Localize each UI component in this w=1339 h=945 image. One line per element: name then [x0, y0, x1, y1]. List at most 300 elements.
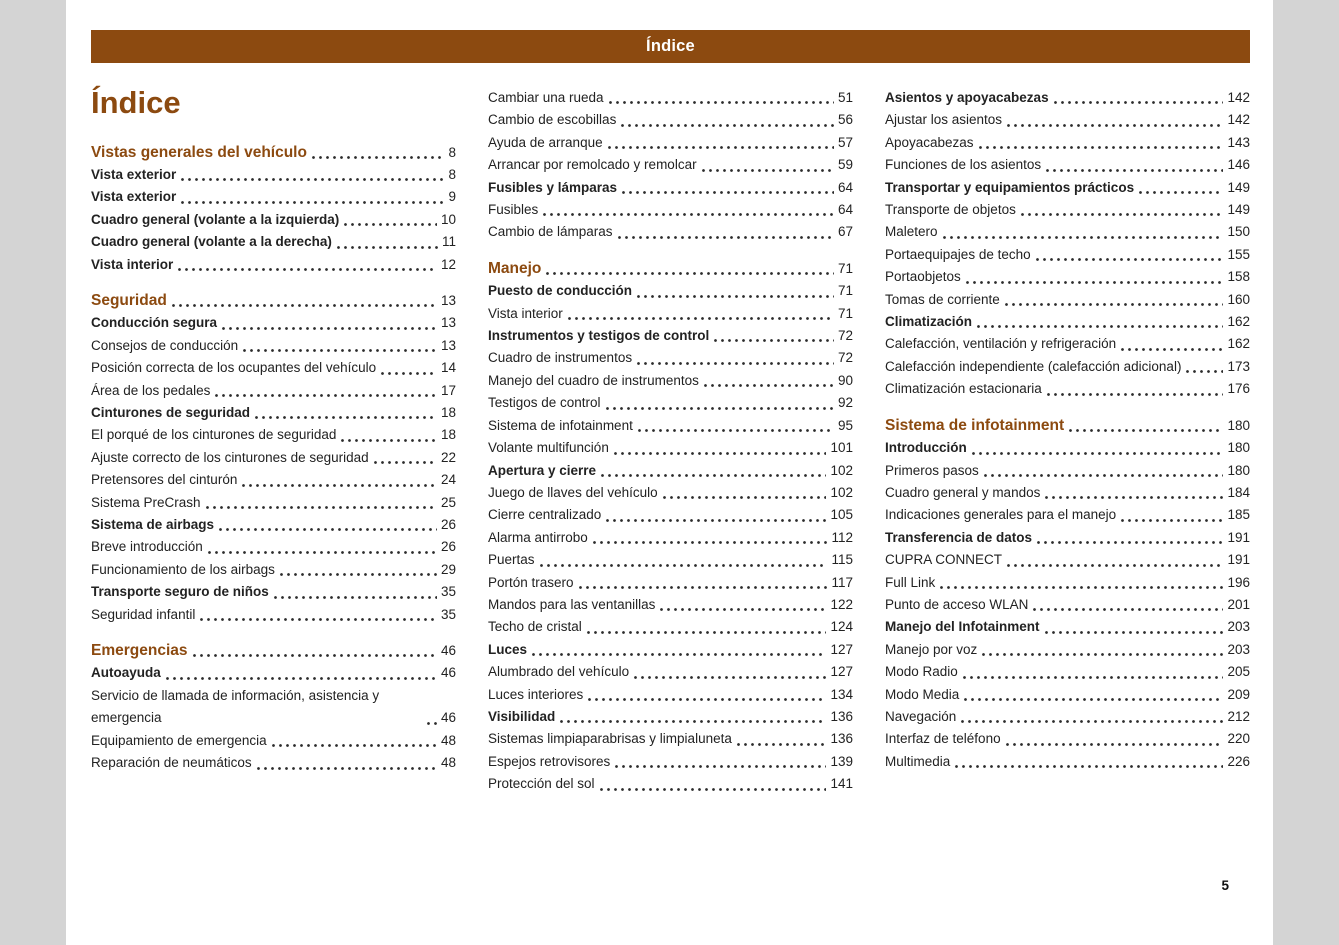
- toc-entry-label: Transportar y equipamientos prácticos: [885, 179, 1135, 195]
- toc-entry-page-number: 176: [1227, 381, 1250, 397]
- toc-entry-page-number: 22: [440, 449, 456, 465]
- toc-leader-dots: [972, 452, 1224, 456]
- toc-entry: [885, 415, 1250, 437]
- toc-entry-label: Interfaz de teléfono: [885, 731, 1001, 747]
- toc-leader-dots: [614, 452, 827, 456]
- toc-entry-page-number: 162: [1227, 314, 1250, 330]
- toc-entry-label: Luces interiores: [488, 686, 584, 702]
- toc-entry: [91, 469, 456, 491]
- toc-entry: [91, 514, 456, 536]
- toc-leader-dots: [1121, 519, 1223, 523]
- toc-entry-page-number: 71: [837, 305, 853, 321]
- toc-entry-label: Vistas generales del vehículo: [91, 143, 307, 161]
- toc-entry-page-number: 134: [830, 686, 853, 702]
- page-title: Índice: [91, 85, 181, 120]
- toc-leader-dots: [1121, 348, 1223, 352]
- toc-entry: [91, 447, 456, 469]
- toc-entry-page-number: 29: [440, 561, 456, 577]
- toc-entry-label: Cuadro general y mandos: [885, 484, 1041, 500]
- toc-leader-dots: [608, 146, 834, 150]
- toc-leader-dots: [568, 317, 834, 321]
- toc-entry-page-number: 14: [440, 360, 456, 376]
- toc-entry-page-number: 72: [837, 328, 853, 344]
- toc-leader-dots: [1006, 743, 1224, 747]
- toc-entry-label: Breve introducción: [91, 539, 203, 555]
- toc-entry: [488, 639, 853, 661]
- toc-entry-label: Transporte seguro de niños: [91, 584, 269, 600]
- toc-entry: [91, 254, 456, 276]
- toc-entry-label: Servicio de llamada de información, asistencia y emergencia: [91, 687, 380, 726]
- toc-entry-label: Manejo del cuadro de instrumentos: [488, 372, 699, 388]
- toc-leader-dots: [940, 586, 1223, 590]
- toc-entry: [488, 177, 853, 199]
- toc-entry-label: Funciones de los asientos: [885, 157, 1042, 173]
- toc-leader-dots: [172, 304, 437, 308]
- toc-entry-label: Mandos para las ventanillas: [488, 596, 656, 612]
- toc-leader-dots: [222, 327, 437, 331]
- toc-entry: [885, 572, 1250, 594]
- toc-entry-label: Puertas: [488, 552, 535, 568]
- toc-entry-page-number: 25: [440, 494, 456, 510]
- toc-entry-page-number: 13: [440, 292, 456, 308]
- toc-entry: [91, 559, 456, 581]
- toc-entry-page-number: 160: [1227, 291, 1250, 307]
- toc-leader-dots: [427, 722, 437, 726]
- toc-entry-page-number: 117: [831, 574, 853, 590]
- toc-leader-dots: [964, 698, 1223, 702]
- toc-entry-label: Multimedia: [885, 753, 951, 769]
- toc-entry: [488, 527, 853, 549]
- page-content: [66, 0, 1273, 796]
- toc-entry: [885, 639, 1250, 661]
- toc-leader-dots: [242, 484, 437, 488]
- toc-entry-page-number: 10: [440, 211, 456, 227]
- toc-entry: [91, 290, 456, 312]
- toc-entry-label: Vista exterior: [91, 189, 177, 205]
- toc-entry: [91, 492, 456, 514]
- toc-leader-dots: [181, 178, 444, 182]
- toc-entry: [91, 209, 456, 231]
- toc-entry-page-number: 142: [1227, 90, 1250, 105]
- toc-entry: [488, 87, 853, 109]
- toc-entry-label: Sistema de infotainment: [488, 417, 633, 433]
- toc-entry: [885, 706, 1250, 728]
- toc-entry: [488, 415, 853, 437]
- toc-entry-page-number: 127: [830, 664, 853, 680]
- toc-leader-dots: [1037, 541, 1223, 545]
- toc-entry-label: Primeros pasos: [885, 462, 979, 478]
- toc-entry: [885, 289, 1250, 311]
- toc-entry: [488, 347, 853, 369]
- toc-entry-page-number: 46: [440, 665, 456, 681]
- toc-entry-label: Apertura y cierre: [488, 462, 597, 478]
- header-bar-title: Índice: [646, 37, 695, 55]
- toc-entry-page-number: 203: [1227, 641, 1250, 657]
- toc-leader-dots: [622, 191, 834, 195]
- toc-entry-page-number: 142: [1227, 112, 1250, 128]
- toc-entry-label: Luces: [488, 641, 528, 657]
- toc-entry-label: Cambio de lámparas: [488, 224, 613, 240]
- toc-entry-page-number: 205: [1227, 664, 1250, 680]
- toc-entry: [91, 640, 456, 662]
- toc-leader-dots: [704, 384, 834, 388]
- toc-entry-label: Volante multifunción: [488, 440, 609, 456]
- toc-leader-dots: [178, 268, 437, 272]
- toc-entry: [885, 244, 1250, 266]
- toc-entry-label: Tomas de corriente: [885, 291, 1000, 307]
- toc-leader-dots: [588, 698, 826, 702]
- toc-leader-dots: [982, 653, 1223, 657]
- toc-entry: [885, 87, 1250, 109]
- toc-entry-label: Calefacción, ventilación y refrigeración: [885, 336, 1117, 352]
- toc-entry: [488, 549, 853, 571]
- toc-entry-label: Transferencia de datos: [885, 529, 1033, 545]
- toc-entry-page-number: 59: [837, 157, 853, 173]
- toc-entry-label: Manejo del Infotainment: [885, 619, 1040, 635]
- toc-entry-label: Reparación de neumáticos: [91, 755, 252, 771]
- toc-leader-dots: [337, 246, 438, 250]
- toc-entry-label: Juego de llaves del vehículo: [488, 484, 658, 500]
- toc-leader-dots: [663, 496, 827, 500]
- toc-entry: [885, 437, 1250, 459]
- toc-entry-page-number: 150: [1227, 224, 1250, 240]
- toc-leader-dots: [634, 676, 826, 680]
- toc-entry-page-number: 136: [830, 708, 853, 724]
- toc-entry-page-number: 196: [1227, 574, 1250, 590]
- manual-page: [66, 0, 1273, 945]
- toc-entry-label: Visibilidad: [488, 708, 556, 724]
- toc-entry-label: Calefacción independiente (calefacción adicional): [885, 358, 1182, 374]
- toc-entry-label: Ayuda de arranque: [488, 134, 603, 150]
- toc-entry: [488, 773, 853, 795]
- toc-entry-label: Espejos retrovisores: [488, 753, 611, 769]
- toc-entry: [91, 604, 456, 626]
- toc-entry-page-number: 184: [1227, 484, 1250, 500]
- toc-entry-page-number: 209: [1227, 686, 1250, 702]
- toc-entry-label: Sistema de airbags: [91, 517, 215, 533]
- toc-entry-label: Pretensores del cinturón: [91, 472, 238, 488]
- toc-entry: [488, 303, 853, 325]
- toc-entry: [91, 662, 456, 684]
- toc-entry-label: Equipamiento de emergencia: [91, 732, 267, 748]
- toc-leader-dots: [1069, 429, 1223, 433]
- toc-entry-page-number: 64: [837, 202, 853, 218]
- toc-entry-page-number: 212: [1227, 708, 1250, 724]
- toc-entry: [885, 266, 1250, 288]
- toc-entry: [885, 527, 1250, 549]
- toc-entry-label: Introducción: [885, 440, 967, 456]
- toc-entry-page-number: 18: [440, 427, 456, 443]
- toc-leader-dots: [206, 506, 437, 510]
- toc-entry-label: Full Link: [885, 574, 936, 590]
- toc-leader-dots: [737, 743, 827, 747]
- toc-entry-page-number: 149: [1227, 179, 1250, 195]
- toc-entry-label: Seguridad: [91, 291, 167, 309]
- toc-entry-label: Posición correcta de los ocupantes del vehículo: [91, 360, 377, 376]
- toc-entry-page-number: 220: [1227, 731, 1250, 747]
- toc-entry: [885, 109, 1250, 131]
- toc-entry-label: Manejo: [488, 259, 542, 277]
- toc-entry: [91, 380, 456, 402]
- toc-entry-label: Portaequipajes de techo: [885, 246, 1031, 262]
- toc-leader-dots: [280, 573, 437, 577]
- toc-leader-dots: [344, 223, 437, 227]
- toc-entry-label: Sistemas limpiaparabrisas y limpialuneta: [488, 731, 732, 747]
- toc-entry-page-number: 17: [440, 382, 456, 398]
- toc-leader-dots: [966, 281, 1224, 285]
- toc-entry-page-number: 141: [830, 776, 853, 792]
- toc-leader-dots: [312, 156, 445, 160]
- toc-leader-dots: [714, 339, 834, 343]
- toc-entry-label: Navegación: [885, 708, 957, 724]
- toc-entry: [885, 177, 1250, 199]
- toc-entry: [91, 312, 456, 334]
- toc-entry-label: Asientos y apoyacabezas: [885, 90, 1049, 105]
- toc-entry: [488, 221, 853, 243]
- toc-entry: [885, 154, 1250, 176]
- toc-entry: [885, 482, 1250, 504]
- toc-leader-dots: [587, 631, 827, 635]
- toc-leader-dots: [181, 201, 444, 205]
- toc-entry-page-number: 191: [1227, 529, 1250, 545]
- toc-entry: [488, 392, 853, 414]
- toc-leader-dots: [979, 146, 1224, 150]
- toc-entry: [885, 504, 1250, 526]
- toc-leader-dots: [1045, 631, 1224, 635]
- toc-entry-page-number: 24: [440, 472, 456, 488]
- toc-entry: [91, 536, 456, 558]
- toc-leader-dots: [618, 236, 834, 240]
- toc-entry-page-number: 35: [440, 584, 456, 600]
- toc-entry: [885, 549, 1250, 571]
- toc-entry-page-number: 48: [440, 755, 456, 771]
- toc-leader-dots: [984, 474, 1224, 478]
- toc-leader-dots: [219, 528, 437, 532]
- toc-entry-label: Cuadro general (volante a la izquierda): [91, 211, 340, 227]
- toc-entry-label: Vista exterior: [91, 166, 177, 182]
- toc-entry: [91, 142, 456, 164]
- toc-leader-dots: [543, 213, 834, 217]
- toc-leader-dots: [1036, 258, 1224, 262]
- toc-leader-dots: [609, 101, 834, 105]
- toc-entry: [885, 684, 1250, 706]
- toc-entry-label: Arrancar por remolcado y remolcar: [488, 157, 697, 173]
- toc-leader-dots: [374, 461, 437, 465]
- toc-leader-dots: [977, 325, 1223, 329]
- toc-entry-label: Puesto de conducción: [488, 283, 633, 299]
- toc-entry-label: Testigos de control: [488, 395, 601, 411]
- toc-entry-page-number: 101: [830, 440, 853, 456]
- toc-entry: [488, 504, 853, 526]
- toc-entry: [488, 325, 853, 347]
- toc-entry-page-number: 95: [837, 417, 853, 433]
- toc-entry: [885, 221, 1250, 243]
- toc-entry: [91, 730, 456, 752]
- toc-entry-page-number: 51: [837, 90, 853, 105]
- toc-entry: [91, 186, 456, 208]
- toc-leader-dots: [1033, 608, 1223, 612]
- toc-entry: [488, 572, 853, 594]
- toc-leader-dots: [955, 765, 1223, 769]
- toc-entry-page-number: 26: [440, 539, 456, 555]
- toc-entry-page-number: 146: [1227, 157, 1250, 173]
- toc-entry-page-number: 191: [1227, 552, 1250, 568]
- toc-entry-page-number: 127: [830, 641, 853, 657]
- toc-entry: [488, 616, 853, 638]
- toc-entry: [885, 751, 1250, 773]
- header-bar: [91, 30, 1250, 63]
- toc-leader-dots: [540, 564, 828, 568]
- toc-entry: [885, 460, 1250, 482]
- toc-entry: [885, 616, 1250, 638]
- toc-leader-dots: [341, 439, 437, 443]
- toc-leader-dots: [606, 519, 826, 523]
- toc-column: [91, 87, 456, 796]
- toc-entry: [885, 594, 1250, 616]
- toc-entry-label: Vista interior: [488, 305, 563, 321]
- toc-entry-label: Alarma antirrobo: [488, 529, 588, 545]
- toc-entry-page-number: 18: [440, 405, 456, 421]
- toc-entry-label: Cierre centralizado: [488, 507, 602, 523]
- toc-leader-dots: [637, 362, 834, 366]
- toc-entry-label: Área de los pedales: [91, 382, 211, 398]
- toc-entry: [488, 154, 853, 176]
- toc-entry-label: Indicaciones generales para el manejo: [885, 507, 1117, 523]
- toc-entry: [885, 333, 1250, 355]
- toc-entry-label: Portón trasero: [488, 574, 574, 590]
- toc-entry-label: Transporte de objetos: [885, 202, 1016, 218]
- toc-leader-dots: [637, 295, 834, 299]
- toc-entry-label: Autoayuda: [91, 665, 161, 681]
- toc-leader-dots: [1021, 213, 1224, 217]
- toc-entry-label: Modo Media: [885, 686, 960, 702]
- toc-entry: [885, 378, 1250, 400]
- toc-entry: [91, 424, 456, 446]
- toc-entry-label: Manejo por voz: [885, 641, 978, 657]
- toc-leader-dots: [600, 788, 827, 792]
- toc-entry-page-number: 8: [448, 144, 456, 160]
- toc-leader-dots: [638, 429, 834, 433]
- toc-entry-label: Cambio de escobillas: [488, 112, 617, 128]
- toc-entry-label: Vista interior: [91, 256, 174, 272]
- toc-entry: [91, 357, 456, 379]
- toc-entry-page-number: 13: [440, 337, 456, 353]
- toc-entry-label: Fusibles y lámparas: [488, 179, 618, 195]
- toc-entry-page-number: 71: [837, 283, 853, 299]
- toc-entry-page-number: 72: [837, 350, 853, 366]
- toc-entry: [488, 728, 853, 750]
- toc-entry: [488, 706, 853, 728]
- toc-entry: [488, 132, 853, 154]
- toc-entry: [91, 231, 456, 253]
- toc-entry: [91, 685, 456, 730]
- toc-entry-page-number: 9: [448, 189, 456, 205]
- toc-entry-label: Conducción segura: [91, 315, 218, 331]
- toc-entry-label: Punto de acceso WLAN: [885, 596, 1029, 612]
- toc-leader-dots: [166, 677, 437, 681]
- toc-column: [488, 87, 853, 796]
- toc-entry-label: CUPRA CONNECT: [885, 552, 1003, 568]
- toc-entry: [885, 728, 1250, 750]
- toc-entry-page-number: 56: [837, 112, 853, 128]
- toc-entry-label: Maletero: [885, 224, 938, 240]
- toc-leader-dots: [1054, 101, 1224, 105]
- toc-entry-page-number: 35: [440, 606, 456, 622]
- toc-entry: [885, 132, 1250, 154]
- toc-entry-page-number: 226: [1227, 753, 1250, 769]
- page-number: 5: [1221, 878, 1229, 893]
- toc-leader-dots: [255, 416, 437, 420]
- toc-entry: [91, 581, 456, 603]
- toc-leader-dots: [381, 372, 437, 376]
- toc-entry-page-number: 115: [831, 552, 853, 568]
- toc-leader-dots: [200, 618, 437, 622]
- toc-entry-page-number: 46: [440, 643, 456, 659]
- toc-entry-label: Funcionamiento de los airbags: [91, 561, 275, 577]
- toc-entry-page-number: 158: [1227, 269, 1250, 285]
- toc-entry-label: Climatización estacionaria: [885, 381, 1042, 397]
- toc-entry-page-number: 102: [830, 462, 853, 478]
- toc-leader-dots: [961, 720, 1223, 724]
- toc-entry-page-number: 155: [1227, 246, 1250, 262]
- toc-entry-page-number: 124: [830, 619, 853, 635]
- toc-entry-page-number: 136: [830, 731, 853, 747]
- toc: [91, 87, 1250, 796]
- toc-entry-page-number: 203: [1227, 619, 1250, 635]
- toc-leader-dots: [1007, 124, 1223, 128]
- toc-leader-dots: [257, 767, 437, 771]
- toc-leader-dots: [621, 124, 834, 128]
- toc-entry-page-number: 26: [440, 517, 456, 533]
- toc-leader-dots: [615, 765, 826, 769]
- toc-leader-dots: [660, 608, 826, 612]
- toc-entry-label: Cuadro de instrumentos: [488, 350, 633, 366]
- toc-entry-label: Climatización: [885, 314, 973, 330]
- toc-leader-dots: [593, 541, 828, 545]
- toc-entry-label: Sistema PreCrash: [91, 494, 201, 510]
- toc-entry-page-number: 201: [1227, 596, 1250, 612]
- toc-entry-label: Modo Radio: [885, 664, 958, 680]
- toc-entry-label: Fusibles: [488, 202, 539, 218]
- toc-entry-label: Cambiar una rueda: [488, 90, 604, 105]
- toc-leader-dots: [546, 272, 834, 276]
- toc-leader-dots: [274, 596, 437, 600]
- toc-leader-dots: [1139, 191, 1223, 195]
- toc-entry-page-number: 143: [1227, 134, 1250, 150]
- toc-entry: [488, 751, 853, 773]
- toc-leader-dots: [1186, 370, 1223, 374]
- toc-entry: [488, 258, 853, 280]
- toc-entry-page-number: 92: [837, 395, 853, 411]
- toc-entry-page-number: 185: [1227, 507, 1250, 523]
- toc-leader-dots: [1046, 169, 1223, 173]
- toc-entry-page-number: 71: [837, 260, 853, 276]
- toc-leader-dots: [1007, 564, 1223, 568]
- toc-entry-label: Emergencias: [91, 642, 188, 660]
- toc-entry: [488, 370, 853, 392]
- toc-entry: [488, 661, 853, 683]
- toc-entry: [488, 280, 853, 302]
- toc-entry: [885, 311, 1250, 333]
- toc-leader-dots: [560, 720, 826, 724]
- toc-entry: [488, 684, 853, 706]
- toc-entry-page-number: 48: [440, 732, 456, 748]
- toc-entry: [488, 109, 853, 131]
- toc-leader-dots: [601, 474, 826, 478]
- toc-entry-label: El porqué de los cinturones de seguridad: [91, 427, 337, 443]
- toc-entry-page-number: 105: [830, 507, 853, 523]
- toc-entry-label: Apoyacabezas: [885, 134, 974, 150]
